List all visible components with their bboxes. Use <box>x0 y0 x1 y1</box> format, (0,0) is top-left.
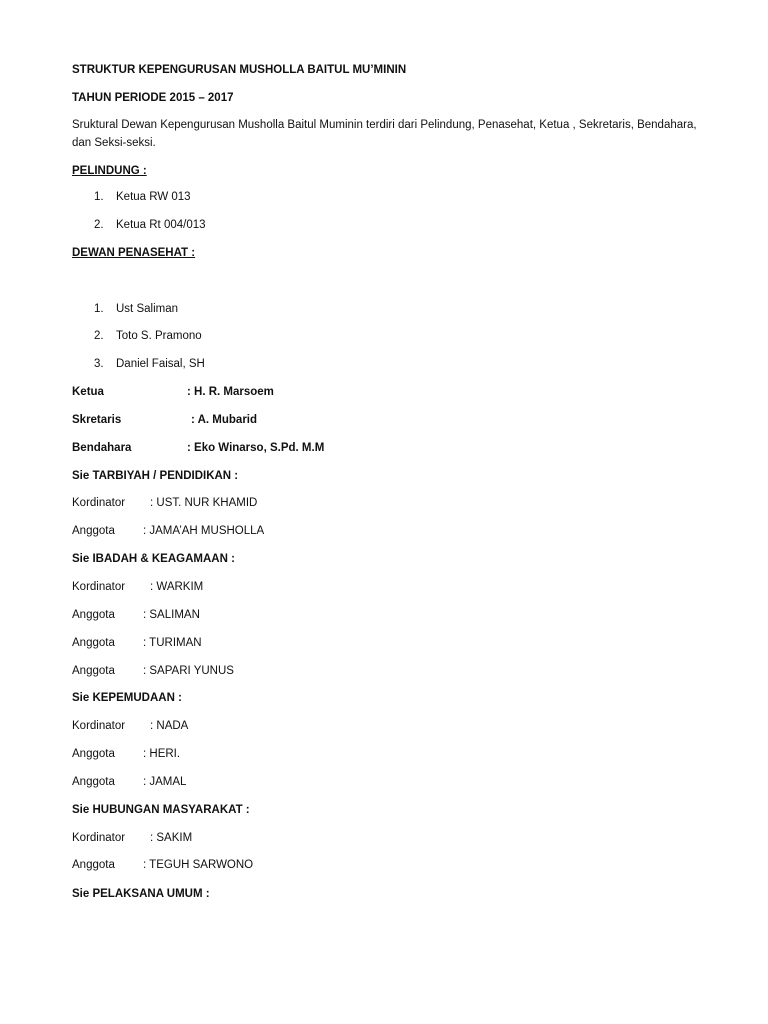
document-period: TAHUN PERIODE 2015 – 2017 <box>72 92 234 104</box>
member-value: : HERI. <box>143 748 181 760</box>
list-number: 2. <box>94 330 104 342</box>
member-label: Kordinator <box>72 497 126 509</box>
member-value: : TURIMAN <box>143 637 202 649</box>
list-number: 3. <box>94 358 104 370</box>
pelaksana-heading: Sie PELAKSANA UMUM : <box>72 888 210 900</box>
member-value: : NADA <box>150 720 189 732</box>
member-row <box>72 775 186 789</box>
penasehat-heading: DEWAN PENASEHAT : <box>72 247 196 259</box>
member-label: Anggota <box>72 748 115 760</box>
list-text: Ketua Rt 004/013 <box>116 219 206 231</box>
list-text: Toto S. Pramono <box>116 330 202 342</box>
list-number: 2. <box>94 219 104 231</box>
member-value: : JAMA’AH MUSHOLLA <box>143 525 265 537</box>
officer-row <box>72 441 324 455</box>
member-label: Anggota <box>72 859 115 871</box>
member-value: : SAKIM <box>150 832 193 844</box>
officer-value: : H. R. Marsoem <box>187 386 274 398</box>
officer-value: : A. Mubarid <box>191 414 258 426</box>
officer-row <box>72 413 257 427</box>
list-number: 1. <box>94 303 104 315</box>
tarbiyah-heading: Sie TARBIYAH / PENDIDIKAN : <box>72 470 239 482</box>
officer-label: Ketua <box>72 386 104 398</box>
member-label: Anggota <box>72 665 115 677</box>
member-row <box>72 858 253 872</box>
member-row <box>72 719 188 733</box>
member-label: Anggota <box>72 609 115 621</box>
list-item <box>94 357 205 371</box>
officer-value: : Eko Winarso, S.Pd. M.M <box>187 442 325 454</box>
ibadah-heading: Sie IBADAH & KEAGAMAAN : <box>72 553 235 565</box>
intro-paragraph: Sruktural Dewan Kepengurusan Musholla Baitul Muminin terdiri dari Pelindung, Penasehat, Ketua , Sekretaris, Bendahara, dan Seksi-seksi. <box>72 119 697 149</box>
officer-label: Skretaris <box>72 414 122 426</box>
list-item <box>94 302 178 316</box>
list-text: Ketua RW 013 <box>116 191 191 203</box>
document-title: STRUKTUR KEPENGURUSAN MUSHOLLA BAITUL MU’MININ <box>72 64 407 76</box>
list-number: 1. <box>94 191 104 203</box>
hubungan-heading: Sie HUBUNGAN MASYARAKAT : <box>72 804 250 816</box>
member-row <box>72 831 192 845</box>
member-value: : SAPARI YUNUS <box>143 665 234 677</box>
member-row <box>72 524 264 538</box>
member-row <box>72 664 234 678</box>
member-label: Anggota <box>72 637 115 649</box>
list-item <box>94 190 191 204</box>
member-row <box>72 636 202 650</box>
officer-label: Bendahara <box>72 442 132 454</box>
member-value: : JAMAL <box>143 776 187 788</box>
member-label: Kordinator <box>72 720 126 732</box>
member-value: : SALIMAN <box>143 609 200 621</box>
member-label: Kordinator <box>72 581 126 593</box>
officer-row <box>72 385 274 399</box>
member-label: Anggota <box>72 776 115 788</box>
pelindung-heading: PELINDUNG : <box>72 165 147 177</box>
kepemudaan-heading: Sie KEPEMUDAAN : <box>72 692 182 704</box>
document-page <box>72 0 712 1024</box>
member-row <box>72 580 203 594</box>
list-item <box>94 218 206 232</box>
list-text: Daniel Faisal, SH <box>116 358 205 370</box>
member-row <box>72 496 257 510</box>
member-value: : TEGUH SARWONO <box>143 859 254 871</box>
member-row <box>72 608 200 622</box>
member-label: Kordinator <box>72 832 126 844</box>
member-row <box>72 747 180 761</box>
member-value: : WARKIM <box>150 581 204 593</box>
list-item <box>94 329 202 343</box>
list-text: Ust Saliman <box>116 303 178 315</box>
member-label: Anggota <box>72 525 115 537</box>
member-value: : UST. NUR KHAMID <box>150 497 258 509</box>
